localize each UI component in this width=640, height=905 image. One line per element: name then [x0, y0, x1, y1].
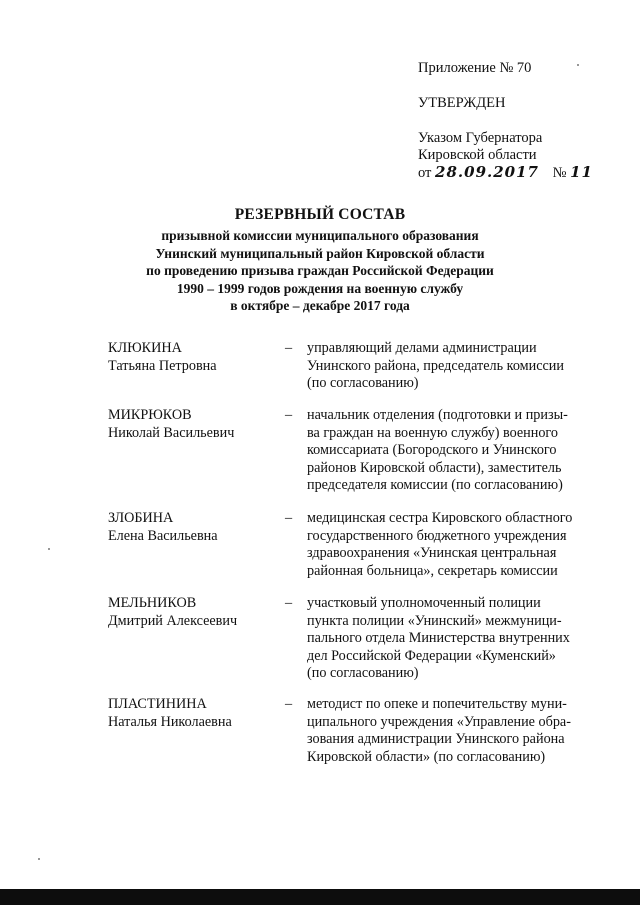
- description-line: ципального учреждения «Управление обра-: [307, 713, 571, 730]
- member-dash: –: [285, 340, 293, 356]
- description-line: районная больница», секретарь комиссии: [307, 562, 558, 579]
- annex-number: Приложение № 70: [418, 60, 532, 76]
- scan-speck: [577, 64, 579, 66]
- scan-speck: [38, 858, 40, 860]
- description-line: здравоохранения «Унинская центральная: [307, 545, 557, 561]
- description-line: (по согласованию): [307, 665, 419, 681]
- member-given-name: Николай Васильевич: [108, 424, 235, 441]
- from-prefix: от: [418, 165, 432, 181]
- description-line: ва граждан на военную службу) военного: [307, 424, 558, 441]
- heading-line: в октябре – декабре 2017 года: [230, 298, 410, 313]
- scan-border-bar: [0, 889, 640, 905]
- description-line: пункта полиции «Унинский» межмуници-: [307, 612, 562, 629]
- description-line: начальник отделения (подготовки и призы-: [307, 407, 568, 423]
- member-given-name: Елена Васильевна: [108, 527, 218, 544]
- member-description: [307, 696, 583, 766]
- description-line: Унинского района, председатель комиссии: [307, 357, 564, 374]
- member-description: [307, 595, 583, 683]
- member-surname: МИКРЮКОВ: [108, 407, 192, 423]
- document-title: РЕЗЕРВНЫЙ СОСТАВ: [234, 206, 406, 223]
- member-dash: –: [285, 510, 293, 526]
- scan-speck: [48, 548, 50, 550]
- description-line: пального отдела Министерства внутренних: [307, 630, 570, 646]
- member-dash: –: [285, 407, 293, 423]
- description-line: председателя комиссии (по согласованию): [307, 477, 563, 493]
- description-line: дел Российской Федерации «Куменский»: [307, 647, 556, 664]
- description-line: районов Кировской области), заместитель: [307, 459, 562, 476]
- description-line: комиссариата (Богородского и Унинского: [307, 442, 557, 458]
- description-line: медицинская сестра Кировского областного: [307, 510, 573, 526]
- member-dash: –: [285, 696, 293, 712]
- member-description: [307, 407, 583, 495]
- member-name: [108, 510, 278, 545]
- member-surname: ЗЛОБИНА: [108, 510, 174, 526]
- decree-line-1: Указом Губернатора: [418, 130, 543, 146]
- description-line: Кировской области» (по согласованию): [307, 748, 546, 765]
- member-surname: МЕЛЬНИКОВ: [108, 595, 197, 611]
- member-name: [108, 340, 278, 375]
- handwritten-date: 28.09.2017: [435, 163, 539, 181]
- number-prefix: №: [552, 165, 567, 181]
- member-name: [108, 595, 278, 630]
- document-heading: [0, 206, 640, 315]
- decree-line-2: Кировской области: [418, 147, 537, 163]
- approval-block: [418, 60, 618, 182]
- member-dash: –: [285, 595, 293, 611]
- member-description: [307, 510, 583, 580]
- member-name: [108, 696, 278, 731]
- member-given-name: Дмитрий Алексеевич: [108, 612, 238, 629]
- description-line: зования администрации Унинского района: [307, 731, 565, 747]
- description-line: (по согласованию): [307, 375, 419, 391]
- member-surname: КЛЮКИНА: [108, 340, 182, 356]
- heading-line: 1990 – 1999 годов рождения на военную службу: [176, 280, 464, 296]
- heading-line: по проведению призыва граждан Российской Федерации: [146, 263, 494, 278]
- description-line: управляющий делами администрации: [307, 340, 537, 356]
- description-line: методист по опеке и попечительству муни-: [307, 696, 567, 712]
- description-line: государственного бюджетного учреждения: [307, 527, 567, 544]
- heading-line: призывной комиссии муниципального образования: [161, 228, 479, 243]
- handwritten-number: 11: [570, 163, 593, 181]
- member-given-name: Татьяна Петровна: [108, 357, 217, 374]
- member-name: [108, 407, 278, 442]
- member-given-name: Наталья Николаевна: [108, 713, 232, 730]
- description-line: участковый уполномоченный полиции: [307, 595, 541, 611]
- member-surname: ПЛАСТИНИНА: [108, 696, 207, 712]
- decree-date-line: [418, 164, 618, 182]
- heading-line: Унинский муниципальный район Кировской области: [155, 245, 485, 261]
- member-description: [307, 340, 583, 393]
- approved-label: УТВЕРЖДЕН: [418, 95, 506, 111]
